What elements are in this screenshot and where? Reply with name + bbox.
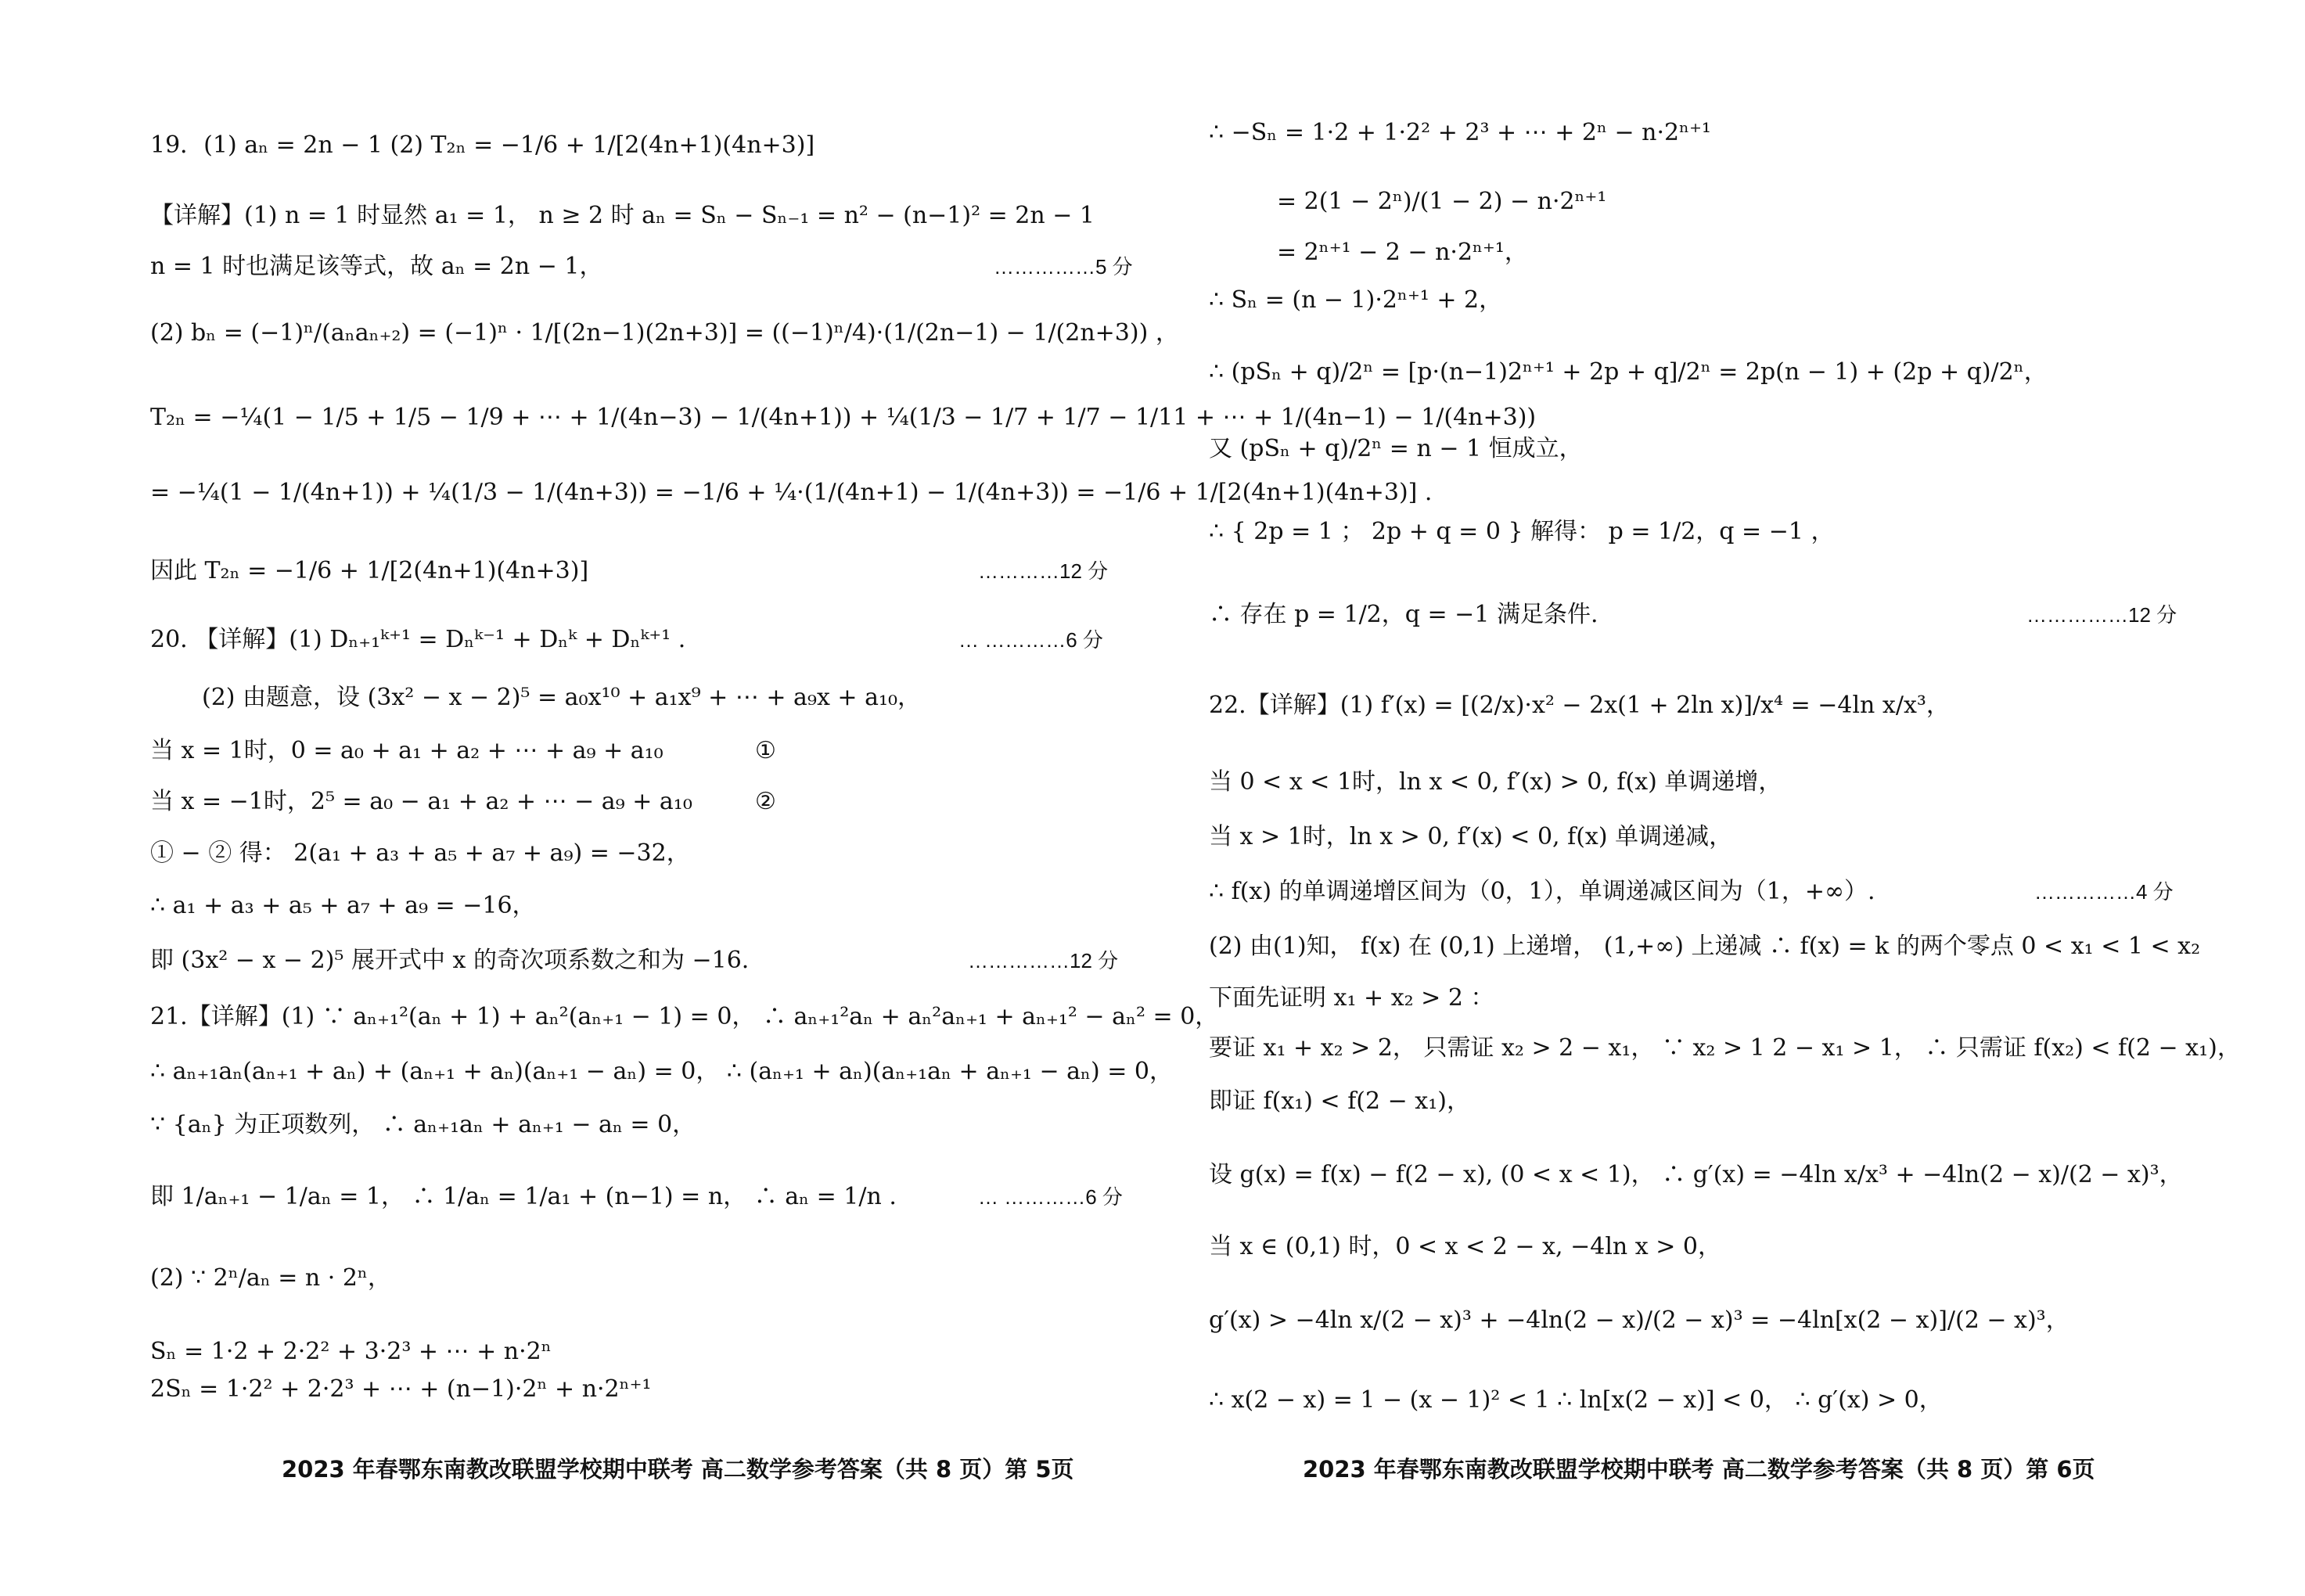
solution-line: (2) 由题意，设 (3x² − x − 2)⁵ = a₀x¹⁰ + a₁x⁹ + ⋯ + a₉x + a₁₀， [202,684,922,711]
score-mark: … …………6 分 [958,628,1103,652]
solution-line: ∴ x(2 − x) = 1 − (x − 1)² < 1 ∴ ln[x(2 − x)] < 0， ∴ g′(x) > 0， [1209,1386,1943,1414]
page-footer-left: 2023 年春鄂东南教改联盟学校期中联考 高二数学参考答案（共 8 页）第 5页 [282,1456,1074,1483]
score-mark: ……………5 分 [994,255,1133,279]
solution-line: 因此 T₂ₙ = −1/6 + 1/[2(4n+1)(4n+3)] [150,557,589,584]
solution-line: ∴ f(x) 的单调递增区间为（0，1），单调递减区间为（1，+∞）. [1209,878,1875,905]
solution-line: 下面先证明 x₁ + x₂ > 2 ： [1209,984,1494,1012]
solution-line: ∴ 存在 p = 1/2，q = −1 满足条件. [1209,601,1598,628]
solution-line: ① − ② 得： 2(a₁ + a₃ + a₅ + a₇ + a₉) = −32， [150,839,690,867]
solution-line: ∵ {aₙ} 为正项数列， ∴ aₙ₊₁aₙ + aₙ₊₁ − aₙ = 0， [150,1111,696,1138]
solution-line: ∴ −Sₙ = 1·2 + 1·2² + 2³ + ⋯ + 2ⁿ − n·2ⁿ⁺¹ [1209,119,1711,146]
score-mark: …………12 分 [978,559,1109,583]
solution-line: (2) bₙ = (−1)ⁿ/(aₙaₙ₊₂) = (−1)ⁿ · 1/[(2n−1)(2n+3)] = ((−1)ⁿ/4)·(1/(2n−1) − 1/(2n+3)) ， [150,319,1179,347]
equation-number-circled: ② [755,788,776,815]
solution-line: ∴ a₁ + a₃ + a₅ + a₇ + a₉ = −16， [150,892,536,919]
solution-line: ∴ aₙ₊₁aₙ(aₙ₊₁ + aₙ) + (aₙ₊₁ + aₙ)(aₙ₊₁ − aₙ) = 0， ∴ (aₙ₊₁ + aₙ)(aₙ₊₁aₙ + aₙ₊₁ − aₙ) = 0， [150,1058,1174,1085]
solution-line: 当 x > 1时，ln x > 0, f′(x) < 0, f(x) 单调递减， [1209,823,1733,850]
page-footer-right: 2023 年春鄂东南教改联盟学校期中联考 高二数学参考答案（共 8 页）第 6页 [1303,1456,2095,1483]
solution-line: 又 (pSₙ + q)/2ⁿ = n − 1 恒成立， [1209,435,1583,462]
solution-line: 22.【详解】(1) f′(x) = [(2/x)·x² − 2x(1 + 2ln x)]/x⁴ = −4ln x/x³， [1209,692,1950,719]
solution-line: 19．(1) aₙ = 2n − 1 (2) T₂ₙ = −1/6 + 1/[2(4n+1)(4n+3)] [150,131,815,159]
solution-line: = −¼(1 − 1/(4n+1)) + ¼(1/3 − 1/(4n+3)) = −1/6 + ¼·(1/(4n+1) − 1/(4n+3)) = −1/6 + 1/[2(4n+1)(4n+3)] . [150,479,1433,506]
solution-line: ∴ { 2p = 1 ； 2p + q = 0 } 解得： p = 1/2，q = −1 ， [1209,518,1835,545]
solution-line: = 2ⁿ⁺¹ − 2 − n·2ⁿ⁺¹， [1277,239,1528,266]
solution-line: 2Sₙ = 1·2² + 2·2³ + ⋯ + (n−1)·2ⁿ + n·2ⁿ⁺¹ [150,1375,652,1403]
solution-line: 要证 x₁ + x₂ > 2， 只需证 x₂ > 2 − x₁， ∵ x₂ > 1 2 − x₁ > 1， ∴ 只需证 f(x₂) < f(2 − x₁)， [1209,1034,2241,1062]
solution-line: Sₙ = 1·2 + 2·2² + 3·2³ + ⋯ + n·2ⁿ [150,1338,552,1365]
solution-line: (2) 由(1)知， f(x) 在 (0,1) 上递增， (1,+∞) 上递减 ∴ f(x) = k 的两个零点 0 < x₁ < 1 < x₂ [1209,933,2201,960]
solution-line: 即证 f(x₁) < f(2 − x₁)， [1209,1087,1470,1115]
solution-line: ∴ (pSₙ + q)/2ⁿ = [p·(n−1)2ⁿ⁺¹ + 2p + q]/2ⁿ = 2p(n − 1) + (2p + q)/2ⁿ， [1209,358,2048,386]
score-mark: ……………12 分 [968,949,1119,972]
score-mark: … …………6 分 [978,1185,1123,1209]
solution-line: ∴ Sₙ = (n − 1)·2ⁿ⁺¹ + 2， [1209,286,1503,314]
solution-line: 【详解】(1) n = 1 时显然 a₁ = 1， n ≥ 2 时 aₙ = Sₙ − Sₙ₋₁ = n² − (n−1)² = 2n − 1 [150,202,1095,229]
solution-line: g′(x) > −4ln x/(2 − x)³ + −4ln(2 − x)/(2 − x)³ = −4ln[x(2 − x)]/(2 − x)³， [1209,1307,2069,1334]
solution-line: 20. 【详解】(1) Dₙ₊₁ᵏ⁺¹ = Dₙᵏ⁻¹ + Dₙᵏ + Dₙᵏ⁺¹ . [150,626,686,653]
solution-line: 即 1/aₙ₊₁ − 1/aₙ = 1， ∴ 1/aₙ = 1/a₁ + (n−1) = n， ∴ aₙ = 1/n . [150,1183,897,1210]
solution-line: n = 1 时也满足该等式，故 aₙ = 2n − 1， [150,253,603,280]
equation-number-circled: ① [755,737,776,764]
solution-line: 当 x = 1时，0 = a₀ + a₁ + a₂ + ⋯ + a₉ + a₁₀ [150,737,663,764]
solution-line: = 2(1 − 2ⁿ)/(1 − 2) − n·2ⁿ⁺¹ [1277,188,1607,215]
score-mark: ……………12 分 [2026,603,2177,627]
solution-line: T₂ₙ = −¼(1 − 1/5 + 1/5 − 1/9 + ⋯ + 1/(4n−3) − 1/(4n+1)) + ¼(1/3 − 1/7 + 1/7 − 1/11 + ⋯ + 1/(4n−1) − 1/(4n+3)) [150,404,1537,431]
solution-line: 21.【详解】(1) ∵ aₙ₊₁²(aₙ + 1) + aₙ²(aₙ₊₁ − 1) = 0， ∴ aₙ₊₁²aₙ + aₙ²aₙ₊₁ + aₙ₊₁² − aₙ² = 0， [150,1003,1219,1030]
solution-line: (2) ∵ 2ⁿ/aₙ = n · 2ⁿ， [150,1264,391,1292]
score-mark: ……………4 分 [2034,880,2174,904]
solution-line: 即 (3x² − x − 2)⁵ 展开式中 x 的奇次项系数之和为 −16. [150,947,750,974]
answer-page-6 [1152,0,2305,1596]
solution-line: 当 x = −1时，2⁵ = a₀ − a₁ + a₂ + ⋯ − a₉ + a₁₀ [150,788,692,815]
solution-line: 设 g(x) = f(x) − f(2 − x), (0 < x < 1)， ∴ g′(x) = −4ln x/x³ + −4ln(2 − x)/(2 − x)³， [1209,1161,2183,1188]
solution-line: 当 x ∈ (0,1) 时，0 < x < 2 − x, −4ln x > 0， [1209,1233,1721,1260]
solution-line: 当 0 < x < 1时，ln x < 0, f′(x) > 0, f(x) 单调递增， [1209,768,1782,796]
